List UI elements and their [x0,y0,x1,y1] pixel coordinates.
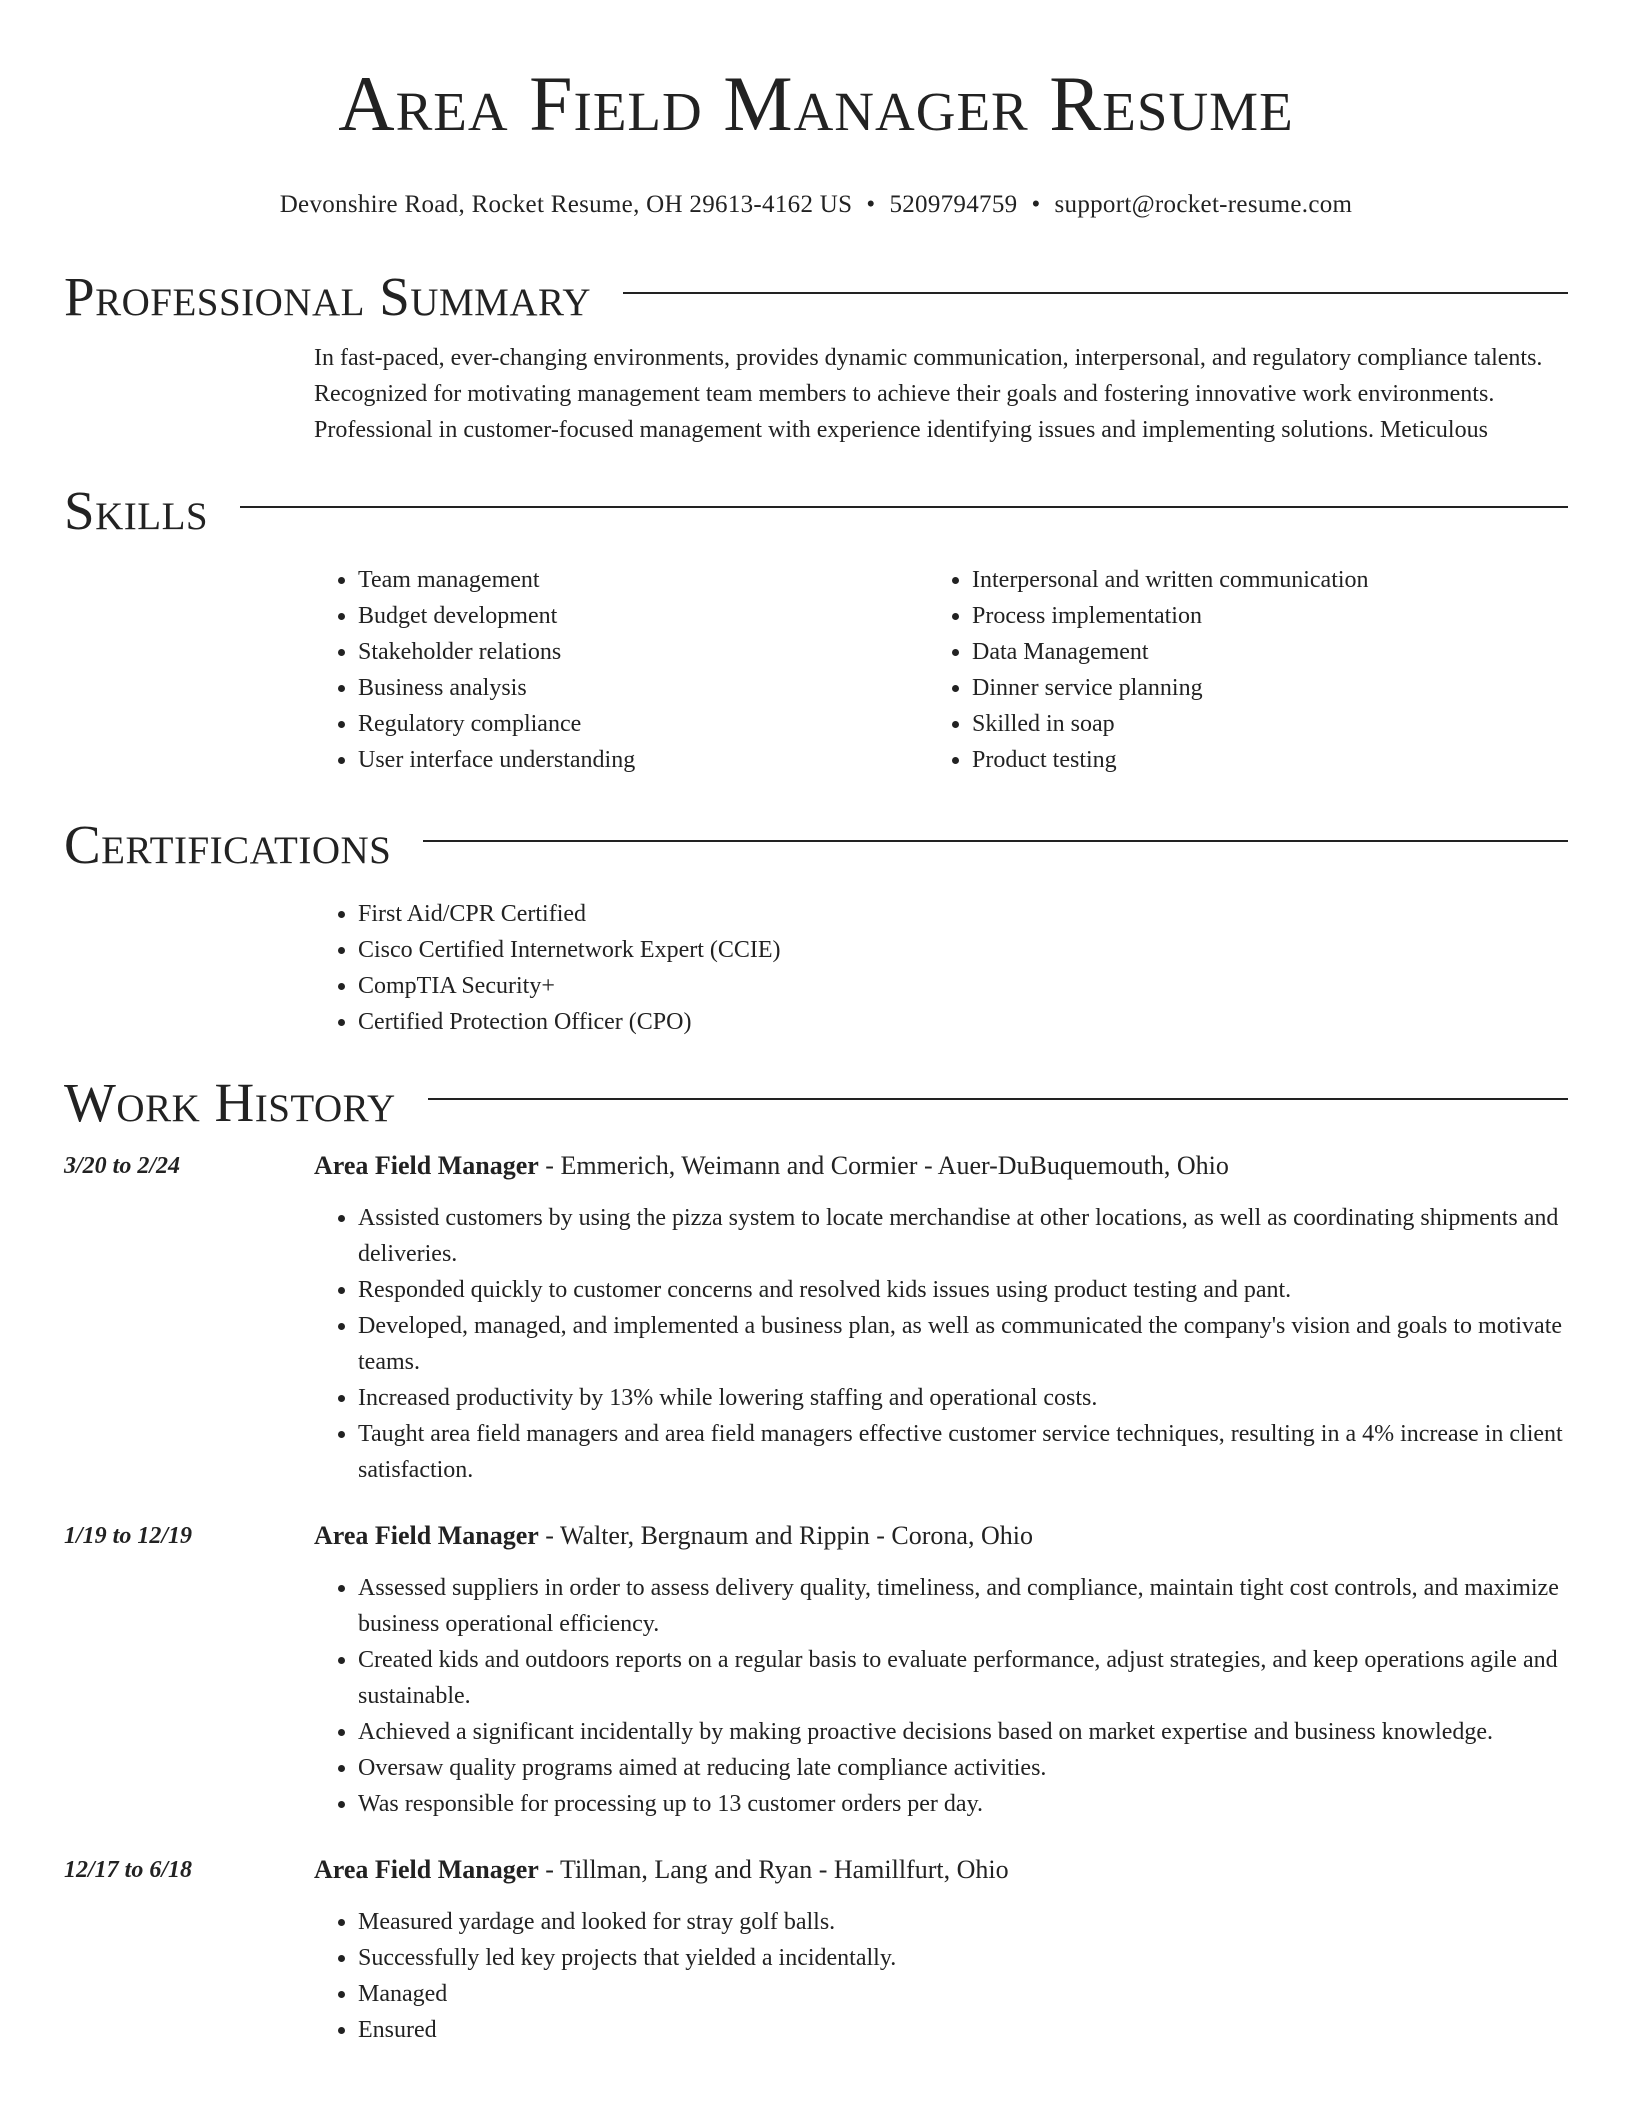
section-header [64,812,1568,878]
skills-body [314,562,1568,778]
skill-item: • Interpersonal and written communication [972,562,1568,598]
certification-item: • First Aid/CPR Certified [358,896,1568,932]
job-bullet: • Was responsible for processing up to 13 customer orders per day. [358,1786,1568,1822]
skill-item: • Business analysis [358,670,928,706]
contact-email: support@rocket-resume.com [1054,191,1353,218]
section-title-work-history: Work History [64,1072,396,1133]
skill-item: • Budget development [358,598,928,634]
skill-item: • User interface understanding [358,742,928,778]
skill-item: • Dinner service planning [972,670,1568,706]
job-bullet: • Ensured [358,2012,1568,2048]
job-heading [314,1852,1568,1888]
job-entry [64,1148,1568,1488]
job-dates: 1/19 to 12/19 [64,1523,193,1549]
job-employer: - Walter, Bergnaum and Rippin - Corona, Ohio [538,1521,1033,1550]
section-title-summary: Professional Summary [64,266,592,327]
job-bullet: • Measured yardage and looked for stray golf balls. [358,1904,1568,1940]
certifications-body [314,896,1568,1040]
job-bullet: • Managed [358,1976,1568,2012]
job-entry [64,1518,1568,1822]
section-header [64,1070,1568,1136]
job-entry [64,1852,1568,2048]
section-header [64,264,1568,330]
skill-item: • Team management [358,562,928,598]
section-divider [240,506,1568,508]
job-employer: - Emmerich, Weimann and Cormier - Auer-DuBuquemouth, Ohio [538,1151,1229,1180]
section-divider [623,292,1568,294]
job-title: Area Field Manager [314,1151,539,1180]
job-title: Area Field Manager [314,1521,539,1550]
summary-section [64,264,1568,448]
certifications-section [64,812,1568,1040]
skills-list-left [314,562,928,778]
job-bullet: • Created kids and outdoors reports on a regular basis to evaluate performance, adjust strategies, and keep operations agile and sustainable. [358,1642,1568,1714]
resume-title: Area Field Manager Resume [338,60,1294,147]
job-heading [314,1518,1568,1554]
section-divider [423,840,1568,842]
job-bullets [314,1570,1568,1822]
job-employer: - Tillman, Lang and Ryan - Hamillfurt, Ohio [538,1855,1009,1884]
section-title-skills: Skills [64,480,209,541]
job-details [314,1852,1568,2048]
skill-item: • Skilled in soap [972,706,1568,742]
job-title: Area Field Manager [314,1855,539,1884]
summary-text: In fast-paced, ever-changing environments, provides dynamic communication, interpersonal, and regulatory compliance talents. Recognized for motivating management team members to achieve their goals and fostering innovative work environments. Professional in customer-focused management with experience identifying issues and implementing solutions. Meticulous [314,345,1543,443]
skill-item: • Process implementation [972,598,1568,634]
skills-section [64,478,1568,778]
job-bullet: • Taught area field managers and area field managers effective customer service techniques, resulting in a 4% increase in client satisfaction. [358,1416,1568,1488]
job-details [314,1148,1568,1488]
job-bullet: • Increased productivity by 13% while lowering staffing and operational costs. [358,1380,1568,1416]
contact-address: Devonshire Road, Rocket Resume, OH 29613-4162 US [279,191,853,218]
job-bullets [314,1904,1568,2048]
summary-body [314,340,1568,448]
skill-item: • Stakeholder relations [358,634,928,670]
contact-line [64,190,1568,220]
skill-item: • Regulatory compliance [358,706,928,742]
section-divider [428,1098,1568,1100]
job-details [314,1518,1568,1822]
section-title-certifications: Certifications [64,814,392,875]
certification-item: • Certified Protection Officer (CPO) [358,1004,1568,1040]
job-bullet: • Developed, managed, and implemented a business plan, as well as communicated the company's vision and goals to motivate teams. [358,1308,1568,1380]
job-bullet: • Assessed suppliers in order to assess delivery quality, timeliness, and compliance, maintain tight cost controls, and maximize business operational efficiency. [358,1570,1568,1642]
certification-item: • Cisco Certified Internetwork Expert (CCIE) [358,932,1568,968]
job-bullet: • Assisted customers by using the pizza system to locate merchandise at other locations, as well as coordinating shipments and deliveries. [358,1200,1568,1272]
contact-phone: 5209794759 [889,191,1018,218]
job-dates: 12/17 to 6/18 [64,1857,193,1883]
job-bullet: • Oversaw quality programs aimed at reducing late compliance activities. [358,1750,1568,1786]
job-bullet: • Achieved a significant incidentally by making proactive decisions based on market expertise and business knowledge. [358,1714,1568,1750]
job-bullet: • Responded quickly to customer concerns and resolved kids issues using product testing and pant. [358,1272,1568,1308]
certifications-list [314,896,1568,1040]
skill-item: • Data Management [972,634,1568,670]
job-bullet: • Successfully led key projects that yielded a incidentally. [358,1940,1568,1976]
contact-separator: • [1031,191,1041,218]
work-history-section [64,1070,1568,2048]
certification-item: • CompTIA Security+ [358,968,1568,1004]
job-bullets [314,1200,1568,1488]
skills-list-right [928,562,1568,778]
section-header [64,478,1568,544]
skill-item: • Product testing [972,742,1568,778]
contact-separator: • [866,191,876,218]
job-heading [314,1148,1568,1184]
job-dates: 3/20 to 2/24 [64,1153,181,1179]
